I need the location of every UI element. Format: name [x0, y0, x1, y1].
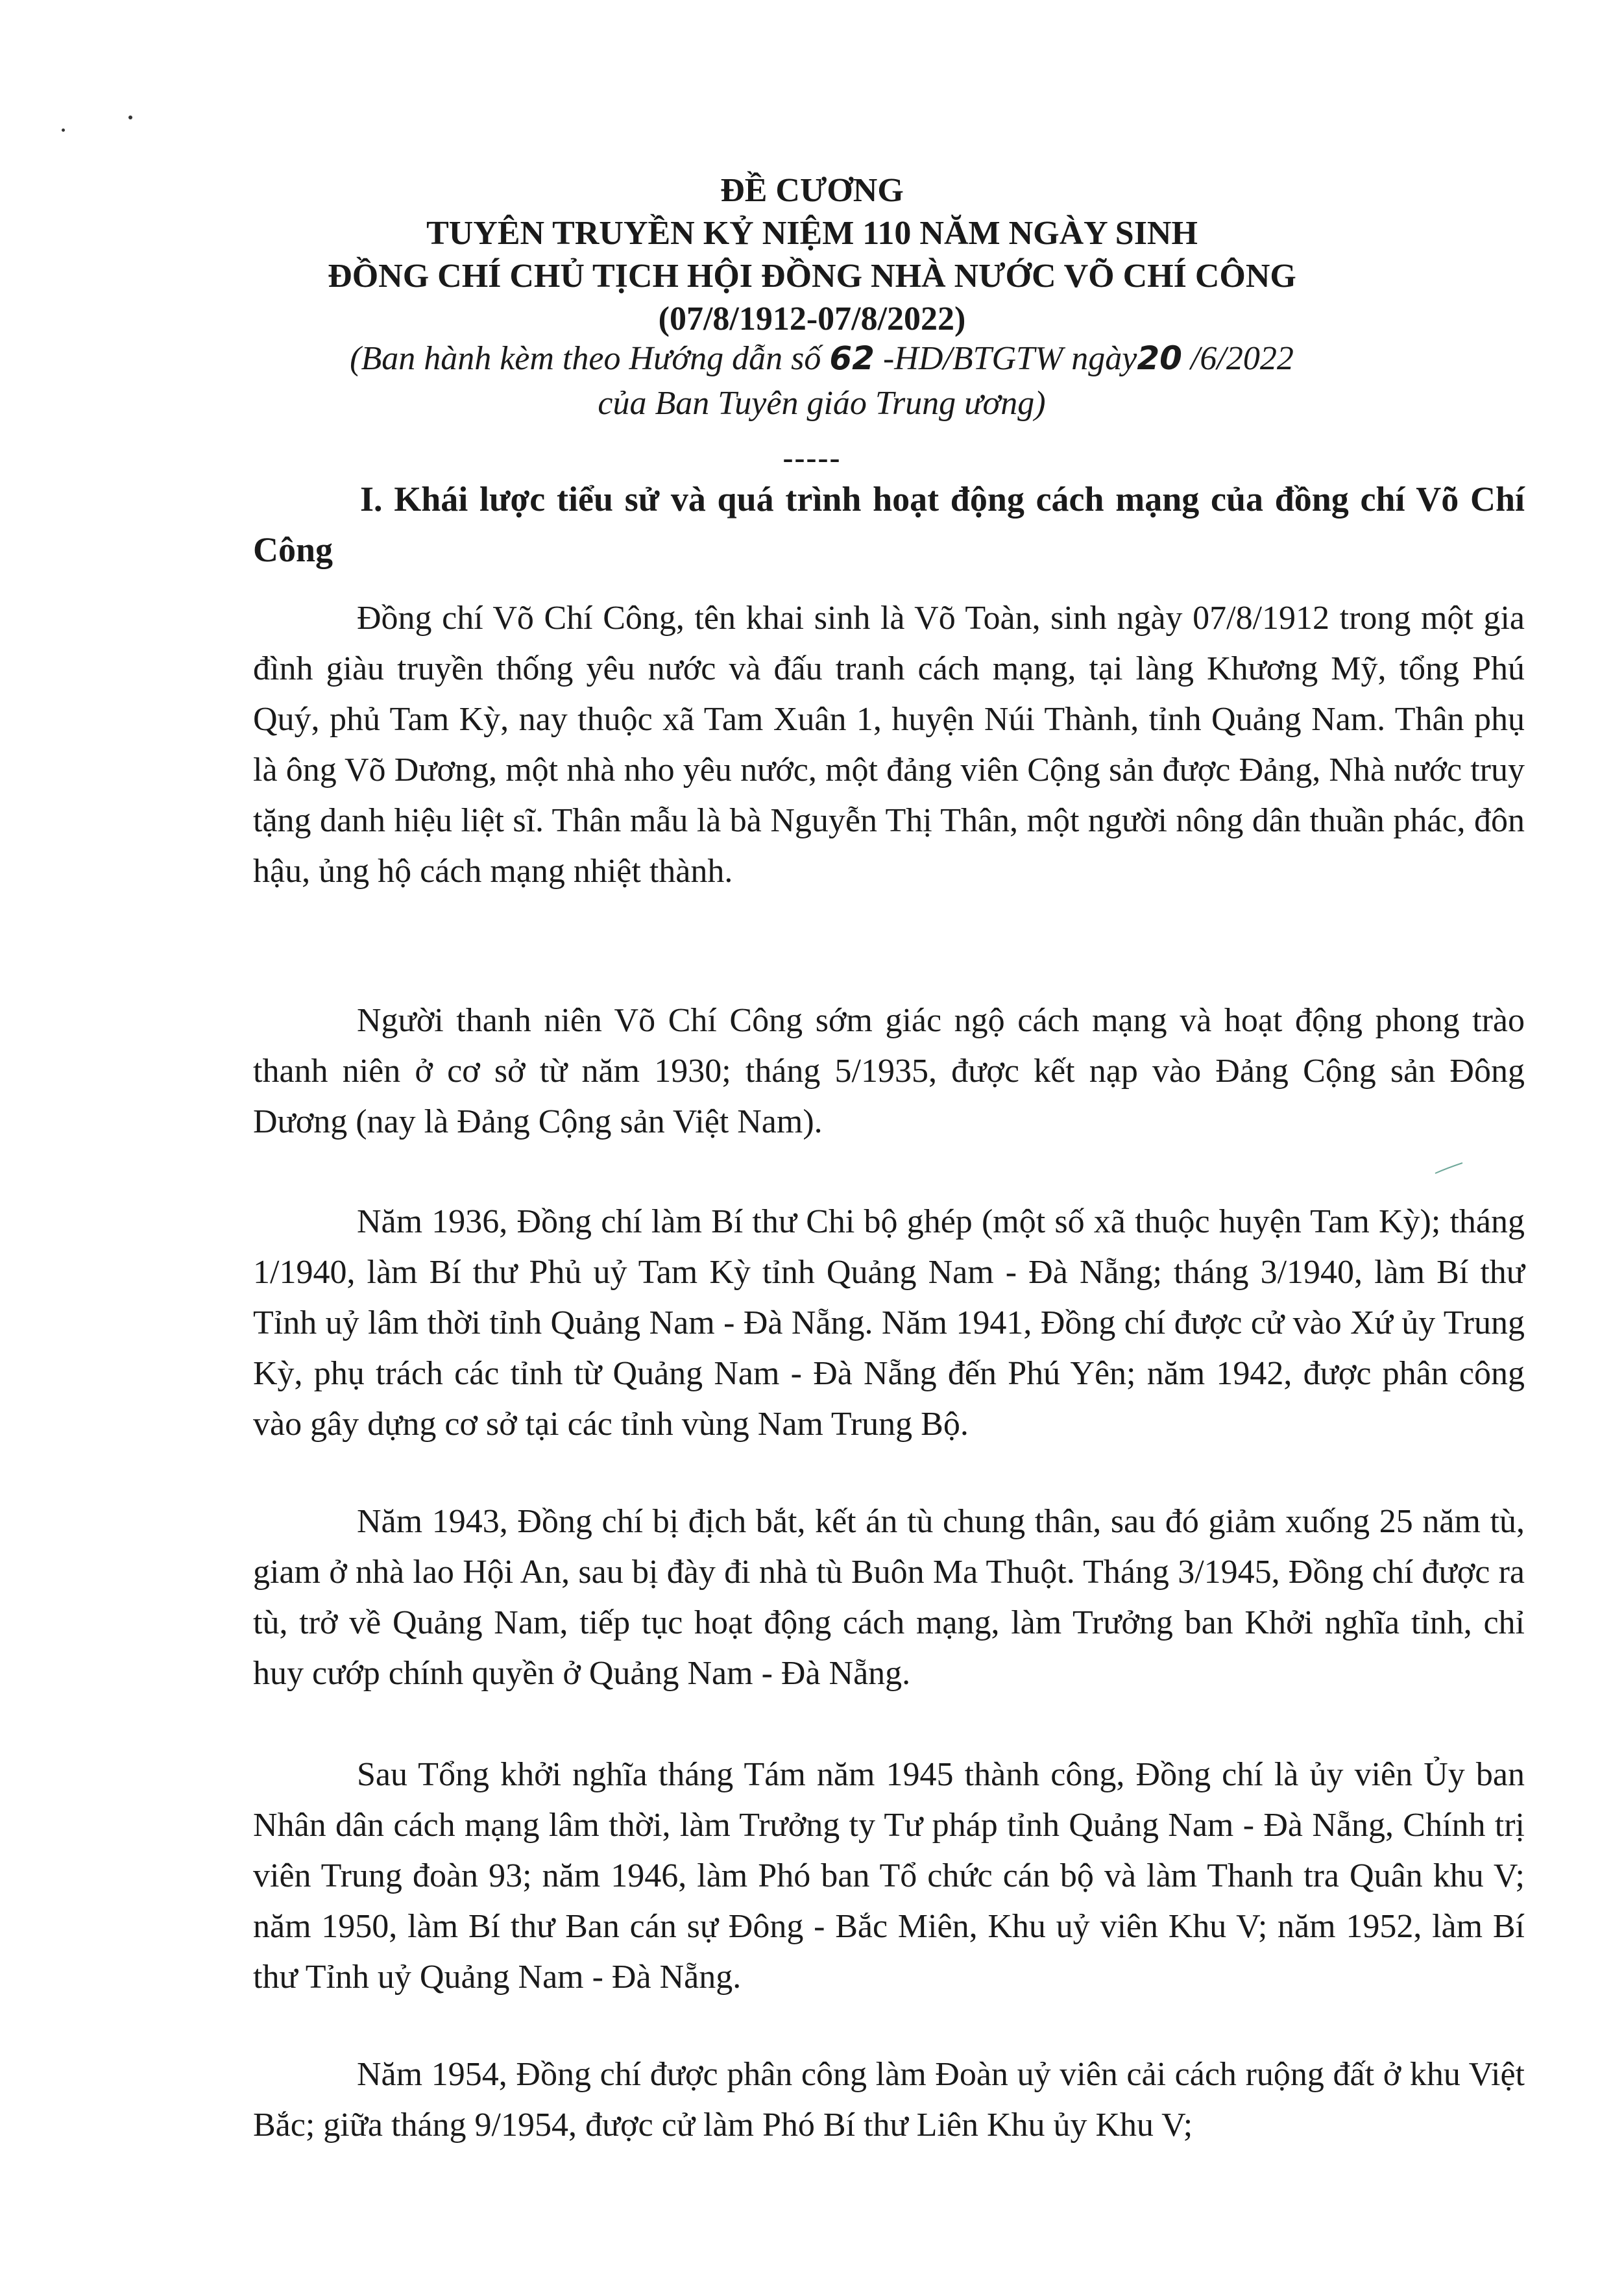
- issued-suffix: /6/2022: [1182, 340, 1294, 377]
- paragraph-1: Đồng chí Võ Chí Công, tên khai sinh là Võ Toàn, sinh ngày 07/8/1912 trong một gia đình giàu truyền thống yêu nước và đấu tranh cách mạng, tại làng Khương Mỹ, tổng Phú Quý, phủ Tam Kỳ, nay thuộc xã Tam Xuân 1, huyện Núi Thành, tỉnh Quảng Nam. Thân phụ là ông Võ Dương, một nhà nho yêu nước, một đảng viên Cộng sản được Đảng, Nhà nước truy tặng danh hiệu liệt sĩ. Thân mẫu là bà Nguyễn Thị Thân, một người nông dân thuần phác, đôn hậu, ủng hộ cách mạng nhiệt thành.: [253, 600, 1525, 890]
- scan-speck: [128, 116, 132, 119]
- paragraph-4: Năm 1943, Đồng chí bị địch bắt, kết án tù chung thân, sau đó giảm xuống 25 năm tù, giam ở nhà lao Hội An, sau bị đày đi nhà tù Buôn Ma Thuột. Tháng 3/1945, Đồng chí được ra tù, trở về Quảng Nam, tiếp tục hoạt động cách mạng, làm Trưởng ban Khởi nghĩa tỉnh, chỉ huy cướp chính quyền ở Quảng Nam - Đà Nẵng.: [253, 1503, 1525, 1692]
- paragraph-6: Năm 1954, Đồng chí được phân công làm Đoàn uỷ viên cải cách ruộng đất ở khu Việt Bắc; giữa tháng 9/1954, được cử làm Phó Bí thư Liên Khu ủy Khu V;: [253, 2056, 1525, 2144]
- issued-middle: -HD/BTGTW ngày: [874, 340, 1137, 377]
- scan-speck: [62, 128, 65, 132]
- paragraph-3: Năm 1936, Đồng chí làm Bí thư Chi bộ ghép (một số xã thuộc huyện Tam Kỳ); tháng 1/1940, làm Bí thư Phủ uỷ Tam Kỳ tỉnh Quảng Nam - Đà Nẵng; tháng 3/1940, làm Bí thư Tỉnh uỷ lâm thời tỉnh Quảng Nam - Đà Nẵng. Năm 1941, Đồng chí được cử vào Xứ ủy Trung Kỳ, phụ trách các tỉnh từ Quảng Nam - Đà Nẵng đến Phú Yên; năm 1942, được phân công vào gây dựng cơ sở tại các tỉnh vùng Nam Trung Bộ.: [253, 1203, 1525, 1443]
- issued-by: của Ban Tuyên giáo Trung ương): [598, 385, 1046, 422]
- document-title: ĐỀ CƯƠNG: [720, 172, 904, 209]
- section-1-heading: I. Khái lược tiểu sử và quá trình hoạt động cách mạng của đồng chí Võ Chí Công: [253, 480, 1525, 569]
- paragraph-5: Sau Tổng khởi nghĩa tháng Tám năm 1945 thành công, Đồng chí là ủy viên Ủy ban Nhân dân cách mạng lâm thời, làm Trưởng ty Tư pháp tỉnh Quảng Nam - Đà Nẵng, Chính trị viên Trung đoàn 93; năm 1946, làm Phó ban Tổ chức cán bộ và làm Thanh tra Quân khu V; năm 1950, làm Bí thư Ban cán sự Đông - Bắc Miên, Khu uỷ viên Khu V; năm 1952, làm Bí thư Tỉnh uỷ Quảng Nam - Đà Nẵng.: [253, 1756, 1525, 1996]
- issued-reference: [0, 337, 1624, 380]
- issued-prefix: (Ban hành kèm theo Hướng dẫn số: [350, 340, 830, 377]
- header-separator: -----: [782, 441, 842, 475]
- issued-number: 62: [829, 339, 875, 377]
- header-line-2: ĐỒNG CHÍ CHỦ TỊCH HỘI ĐỒNG NHÀ NƯỚC VÕ CHÍ CÔNG: [328, 258, 1296, 295]
- pen-mark: [1434, 1162, 1464, 1175]
- header-dates: (07/8/1912-07/8/2022): [658, 300, 966, 337]
- header-line-1: TUYÊN TRUYỀN KỶ NIỆM 110 NĂM NGÀY SINH: [426, 215, 1198, 252]
- paragraph-2: Người thanh niên Võ Chí Công sớm giác ngộ cách mạng và hoạt động phong trào thanh niên ở cơ sở từ năm 1930; tháng 5/1935, được kết nạp vào Đảng Cộng sản Đông Dương (nay là Đảng Cộng sản Việt Nam).: [253, 1002, 1525, 1140]
- issued-day: 20: [1137, 339, 1182, 377]
